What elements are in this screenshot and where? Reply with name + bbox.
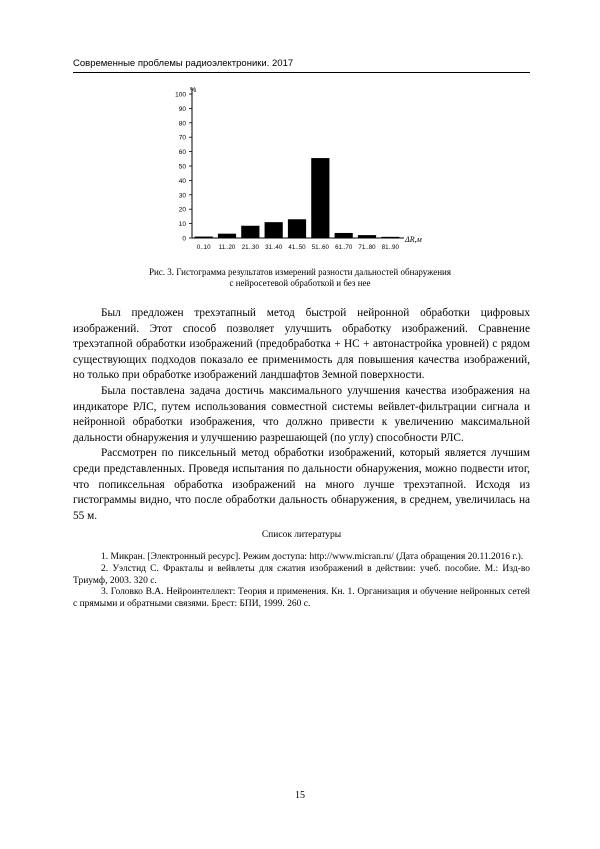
- histogram-bar: [241, 226, 259, 238]
- figure-caption: [100, 267, 500, 289]
- header-rule: [73, 72, 530, 73]
- histogram-chart: [168, 80, 438, 260]
- y-tick-label: 20: [178, 206, 186, 214]
- x-tick-label: 11..20: [218, 244, 236, 251]
- y-tick-label: 70: [178, 134, 186, 142]
- histogram-bar: [358, 235, 376, 238]
- x-tick-label: 31..40: [265, 244, 283, 251]
- histogram-bar: [335, 233, 353, 238]
- histogram-bar: [195, 237, 213, 238]
- x-tick-label: 41..50: [288, 244, 306, 251]
- y-tick-label: 10: [178, 221, 186, 229]
- x-tick-label: 81..90: [381, 244, 399, 251]
- histogram-bar: [381, 237, 399, 238]
- x-tick-label: 21..30: [241, 244, 259, 251]
- histogram-bar: [218, 234, 236, 238]
- figure-caption-line-1: Рис. 3. Гистограмма результатов измерений разности дальностей обнаружения: [148, 267, 452, 277]
- histogram-bar: [288, 219, 306, 238]
- histogram-bar: [311, 158, 329, 238]
- y-tick-label: 30: [178, 192, 186, 200]
- y-tick-label: 80: [178, 120, 186, 128]
- figure-caption-line-2: с нейросетевой обработкой и без нее: [229, 278, 371, 288]
- page-number: 15: [295, 790, 305, 801]
- x-tick-label: 51..60: [311, 244, 329, 251]
- paragraph: Рассмотрен по пиксельный метод обработки изображений, который является лучшим среди представленных. Проведя испытания по дальности обнаружения, можно подвести итог, что попиксельная обработка изображений на много лучше трехэтапной. Исходя из гистограммы видно, что после обработки дальность обнаружения, в среднем, увеличилась на 55 м.: [73, 447, 530, 522]
- histogram-bar: [265, 222, 283, 238]
- reference-item: 3. Головко В.А. Нейроинтеллект: Теория и применения. Кн. 1. Организация и обучение нейронных сетей с прямыми и обратными связями. Брест: БПИ, 1999. 260 с.: [73, 587, 530, 610]
- x-tick-label: 0..10: [196, 244, 211, 251]
- x-tick-label: 71..80: [358, 244, 376, 251]
- references-list: [73, 552, 530, 611]
- references-title: Список литературы: [261, 530, 342, 540]
- reference-item: 1. Микран. [Электронный ресурс]. Режим доступа: http://www.micran.ru/ (Дата обращения 20.11.2016 г.).: [101, 552, 524, 562]
- paragraph: Был предложен трехэтапный метод быстрой нейронной обработки цифровых изображений. Этот способ позволяет улучшить обработку изображений. Сравнение трехэтапной обработки изображений (предобработка + НС + автонастройка уровней) с рядом существующих подходов показало ее применимость для повышения качества изображений, но только при обработке изображений ландшафтов Земной поверхности.: [73, 307, 530, 382]
- y-tick-label: 100: [175, 91, 186, 99]
- y-tick-label: 60: [178, 149, 186, 157]
- y-tick-label: 40: [178, 177, 186, 185]
- y-tick-label: 50: [178, 163, 186, 171]
- running-title: Современные проблемы радиоэлектроники. 2017: [73, 58, 294, 69]
- x-axis-label: ΔR,м: [405, 235, 422, 244]
- y-tick-label: 90: [178, 105, 186, 113]
- paragraph: Была поставлена задача достичь максимального улучшения качества изображения на индикаторе РЛС, путем использования совместной системы вейвлет-фильтрации сигнала и нейронной обработки изображения, что должно привести к увеличению максимальной дальности обнаружения и улучшению разрешающей (по углу) способности РЛС.: [73, 384, 530, 444]
- x-tick-label: 61..70: [335, 244, 353, 251]
- y-axis-label: %: [190, 87, 197, 94]
- body-text: [73, 306, 530, 524]
- reference-item: 2. Уэлстид С. Фракталы и вейвлеты для сжатия изображений в действии: учеб. пособие. М.: Изд-во Триумф, 2003. 320 с.: [73, 563, 530, 586]
- y-tick-label: 0: [182, 235, 186, 243]
